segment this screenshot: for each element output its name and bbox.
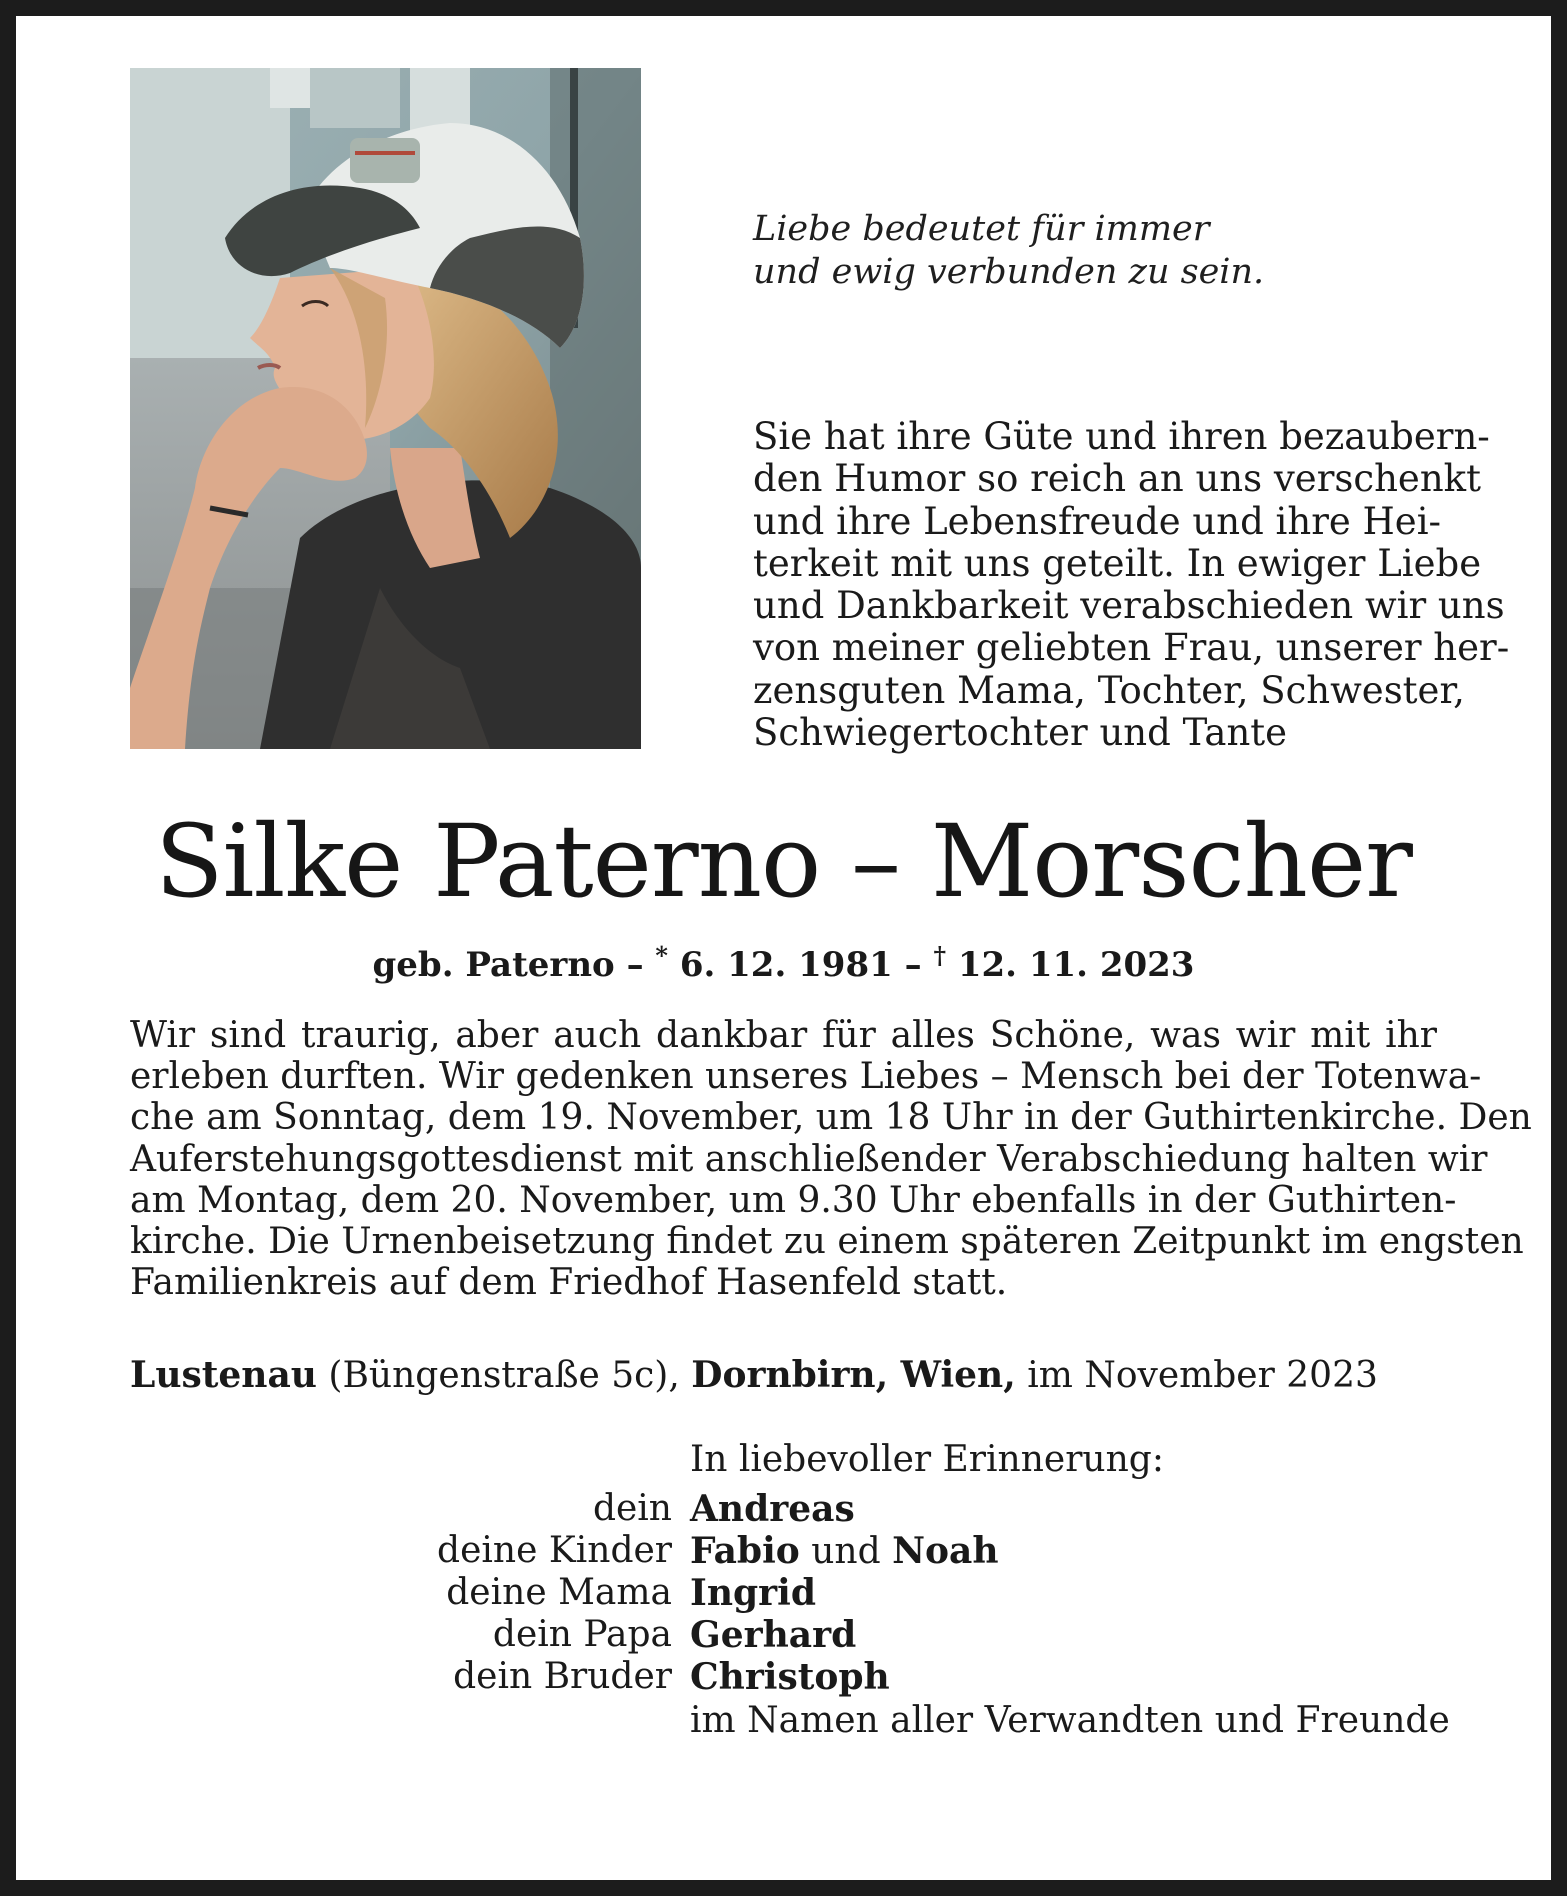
birth-date: 6. 12. 1981 <box>679 945 893 985</box>
intro-paragraph <box>753 415 1510 755</box>
family-row <box>0 1614 1567 1656</box>
quote-line: Liebe bedeutet für immer <box>753 209 1210 249</box>
announcement-line: erleben durften. Wir gedenken unseres Liebes – Mensch bei der Totenwa- <box>130 1056 1482 1098</box>
family-name: Ingrid <box>690 1572 816 1614</box>
announcement-line: che am Sonntag, dem 19. November, um 18 Uhr in der Guthirtenkirche. Den <box>130 1097 1532 1139</box>
birth-death-line <box>0 933 1567 988</box>
announcement-line: Familienkreis auf dem Friedhof Hasenfeld statt. <box>130 1262 1008 1304</box>
announcement-line: Wir sind traurig, aber auch dankbar für alles Schöne, was wir mit ihr <box>130 1015 1437 1056</box>
separator-dash: – <box>626 945 644 985</box>
family-name: Gerhard <box>690 1614 857 1656</box>
intro-line: von meiner geliebten Frau, unserer her- <box>753 626 1510 670</box>
intro-line: und Dankbarkeit verabschieden wir uns <box>753 584 1505 628</box>
family-relation: deine Mama <box>446 1572 672 1613</box>
intro-line: Schwiegertochter und Tante <box>753 711 1288 755</box>
family-name: Andreas <box>690 1488 855 1530</box>
closing-line: im Namen aller Verwandten und Freunde <box>690 1700 1450 1741</box>
birth-name: geb. Paterno <box>372 945 615 985</box>
family-name: Fabio und Noah <box>690 1530 999 1572</box>
portrait-photo <box>130 68 641 749</box>
intro-line: terkeit mit uns geteilt. In ewiger Liebe <box>753 541 1482 585</box>
place-others: Dornbirn, Wien, <box>691 1354 1016 1396</box>
memorial-quote <box>753 208 1264 294</box>
announcement-line: kirche. Die Urnenbeisetzung findet zu einem späteren Zeitpunkt im engsten <box>130 1221 1524 1263</box>
memory-heading: In liebevoller Erinnerung: <box>690 1439 1164 1480</box>
announcement-paragraph <box>130 1015 1532 1304</box>
family-relation: deine Kinder <box>437 1530 672 1571</box>
place-and-date <box>130 1353 1378 1398</box>
place-address: (Büngenstraße 5c), <box>328 1355 680 1396</box>
announcement-line: Auferstehungsgottesdienst mit anschließender Verabschiedung halten wir <box>130 1138 1488 1180</box>
separator-dash: – <box>904 945 922 985</box>
family-relation: dein Bruder <box>453 1656 672 1697</box>
death-date: 12. 11. 2023 <box>957 945 1195 985</box>
family-name: Christoph <box>690 1656 890 1698</box>
born-symbol: * <box>655 941 668 970</box>
place-date: im November 2023 <box>1027 1355 1378 1396</box>
family-row <box>0 1488 1567 1530</box>
announcement-line: am Montag, dem 20. November, um 9.30 Uhr ebenfalls in der Guthirten- <box>130 1179 1457 1221</box>
intro-line: und ihre Lebensfreude und ihre Hei- <box>753 499 1442 543</box>
family-row <box>0 1656 1567 1698</box>
place-town: Lustenau <box>130 1354 317 1396</box>
family-row <box>0 1530 1567 1572</box>
deceased-name: Silke Paterno – Morscher <box>155 803 1412 920</box>
family-row <box>0 1572 1567 1614</box>
intro-line: zensguten Mama, Tochter, Schwester, <box>753 668 1465 712</box>
family-relation: dein Papa <box>492 1614 672 1655</box>
intro-line: den Humor so reich an uns verschenkt <box>753 457 1481 501</box>
quote-line: und ewig verbunden zu sein. <box>753 252 1265 292</box>
family-relation: dein <box>592 1488 672 1529</box>
intro-line: Sie hat ihre Güte und ihren bezaubern- <box>753 415 1490 458</box>
cross-symbol: † <box>933 941 947 970</box>
